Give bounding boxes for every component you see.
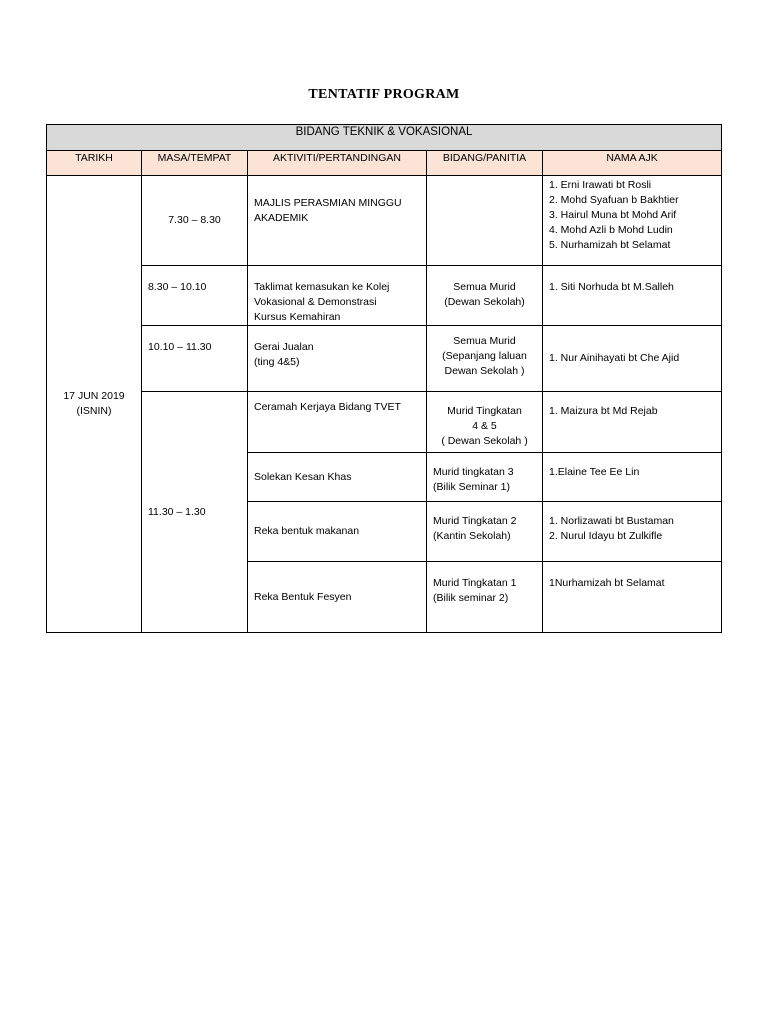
header-nama-ajk: NAMA AJK — [543, 151, 722, 176]
bidang-cell — [427, 562, 543, 633]
ajk-name: 1. Maizura bt Md Rejab — [549, 405, 658, 417]
ajk-name: 1. Norlizawati bt Bustaman — [549, 515, 674, 527]
activity-line: Reka bentuk makanan — [254, 525, 360, 537]
activity-cell — [248, 176, 427, 266]
time-cell — [142, 326, 248, 392]
ajk-cell — [543, 392, 722, 453]
time-cell — [142, 266, 248, 326]
bidang-line: Semua Murid — [453, 335, 516, 347]
bidang-line: (Dewan Sekolah) — [444, 296, 525, 308]
activity-line: MAJLIS PERASMIAN MINGGU — [254, 197, 402, 209]
bidang-line: Murid Tingkatan — [447, 405, 522, 417]
activity-line: Vokasional & Demonstrasi — [254, 296, 377, 308]
time-text: 8.30 – 10.10 — [148, 281, 207, 293]
ajk-name: 1.Elaine Tee Ee Lin — [549, 466, 640, 478]
activity-line: Gerai Jualan — [254, 341, 314, 353]
bidang-line: (Bilik seminar 2) — [433, 592, 509, 604]
ajk-cell — [543, 176, 722, 266]
ajk-name: 1. Erni Irawati bt Rosli — [549, 179, 652, 191]
header-bidang: BIDANG/PANITIA — [427, 151, 543, 176]
activity-line: Ceramah Kerjaya Bidang TVET — [254, 401, 401, 413]
table-row — [47, 326, 722, 392]
bidang-line: (Bilik Seminar 1) — [433, 481, 511, 493]
bidang-line: Murid tingkatan 3 — [433, 466, 514, 478]
time-cell — [142, 176, 248, 266]
header-aktiviti: AKTIVITI/PERTANDINGAN — [248, 151, 427, 176]
ajk-cell — [543, 266, 722, 326]
ajk-name: 5. Nurhamizah bt Selamat — [549, 239, 671, 251]
program-table — [46, 124, 722, 633]
ajk-name: 1Nurhamizah bt Selamat — [549, 577, 665, 589]
activity-cell — [248, 392, 427, 453]
header-tarikh: TARIKH — [47, 151, 142, 176]
ajk-name: 2. Mohd Syafuan b Bakhtier — [549, 194, 679, 206]
ajk-cell — [543, 562, 722, 633]
table-row — [47, 392, 722, 453]
time-text: 10.10 – 11.30 — [148, 341, 212, 353]
ajk-cell — [543, 453, 722, 502]
time-cell — [142, 392, 248, 633]
section-title: BIDANG TEKNIK & VOKASIONAL — [47, 125, 722, 151]
activity-line: Taklimat kemasukan ke Kolej — [254, 281, 390, 293]
time-text: 7.30 – 8.30 — [168, 214, 221, 226]
ajk-cell — [543, 326, 722, 392]
activity-line: Kursus Kemahiran — [254, 311, 341, 323]
page-title: TENTATIF PROGRAM — [308, 87, 460, 102]
day-text: (ISNIN) — [76, 405, 112, 417]
bidang-line: 4 & 5 — [472, 420, 497, 432]
ajk-name: 4. Mohd Azli b Mohd Ludin — [549, 224, 673, 236]
bidang-cell — [427, 326, 543, 392]
ajk-name: 3. Hairul Muna bt Mohd Arif — [549, 209, 677, 221]
ajk-name: 2. Nurul Idayu bt Zulkifle — [549, 530, 663, 542]
column-header-row — [47, 151, 722, 176]
date-text: 17 JUN 2019 — [63, 390, 125, 402]
activity-cell — [248, 502, 427, 562]
bidang-line: (Kantin Sekolah) — [433, 530, 511, 542]
activity-line: (ting 4&5) — [254, 356, 300, 368]
activity-cell — [248, 562, 427, 633]
bidang-cell — [427, 176, 543, 266]
ajk-name: 1. Nur Ainihayati bt Che Ajid — [549, 352, 680, 364]
bidang-cell — [427, 502, 543, 562]
table-row — [47, 176, 722, 266]
bidang-line: Murid Tingkatan 1 — [433, 577, 517, 589]
bidang-line: Dewan Sekolah ) — [444, 365, 525, 377]
ajk-cell — [543, 502, 722, 562]
bidang-cell — [427, 266, 543, 326]
bidang-line: Semua Murid — [453, 281, 516, 293]
activity-cell — [248, 453, 427, 502]
activity-line: Solekan Kesan Khas — [254, 470, 352, 483]
ajk-name: 1. Siti Norhuda bt M.Salleh — [549, 281, 674, 293]
activity-line: Reka Bentuk Fesyen — [254, 590, 352, 603]
activity-cell — [248, 266, 427, 326]
bidang-cell — [427, 392, 543, 453]
activity-cell — [248, 326, 427, 392]
section-header-row — [47, 125, 722, 151]
activity-line: AKADEMIK — [254, 212, 309, 224]
bidang-cell — [427, 453, 543, 502]
table-row — [47, 266, 722, 326]
time-text: 11.30 – 1.30 — [148, 505, 206, 518]
bidang-line: Murid Tingkatan 2 — [433, 515, 517, 527]
bidang-line: ( Dewan Sekolah ) — [441, 435, 528, 447]
header-masa-tempat: MASA/TEMPAT — [142, 151, 248, 176]
date-cell — [47, 176, 142, 633]
bidang-line: (Sepanjang laluan — [442, 350, 527, 362]
